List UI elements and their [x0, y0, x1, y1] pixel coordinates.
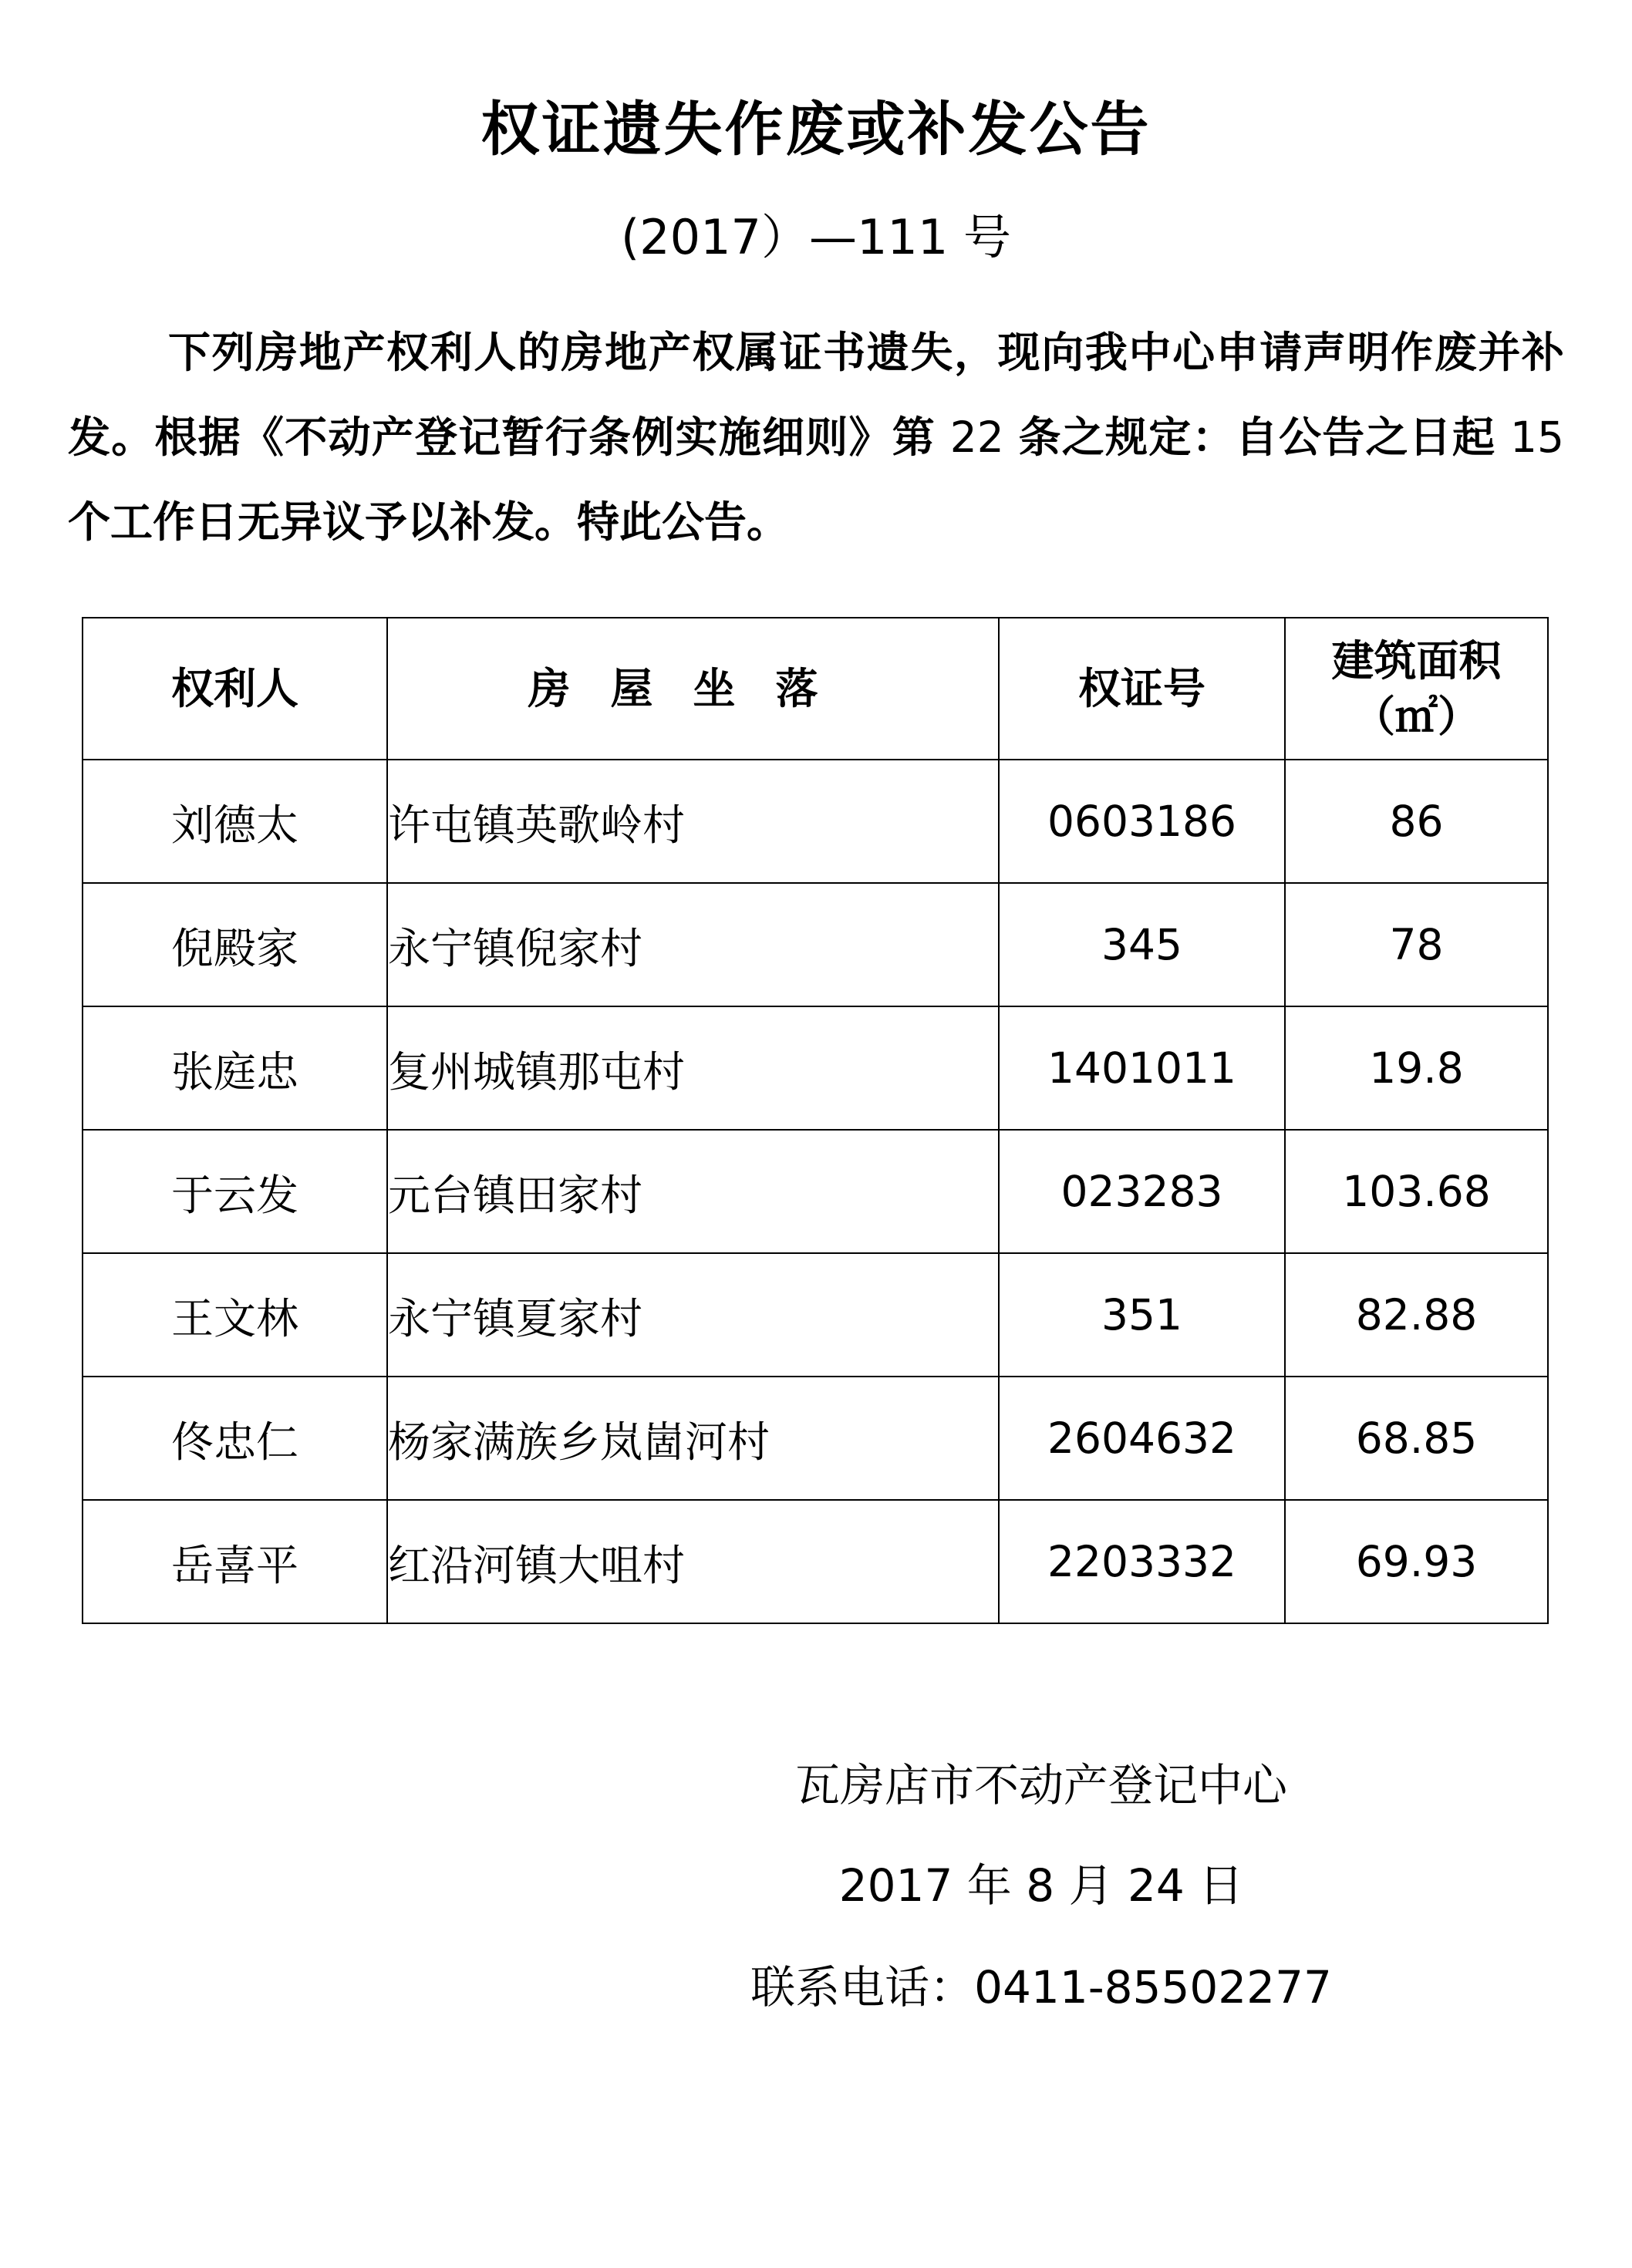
- header-location: [387, 618, 999, 760]
- table-row: [83, 883, 1548, 1006]
- cell-owner: 刘德太: [83, 760, 387, 883]
- cell-area: 82.88: [1285, 1253, 1548, 1377]
- cell-cert-no: 345: [999, 883, 1285, 1006]
- cell-location: 许屯镇英歌岭村: [387, 760, 999, 883]
- document-number: (2017）—111 号: [620, 209, 1012, 265]
- cell-cert-no: 351: [999, 1253, 1285, 1377]
- cell-area: 78: [1285, 883, 1548, 1006]
- intro-text-part2: 条之规定：自公告之日起: [1018, 413, 1496, 462]
- header-owner: 权利人: [83, 618, 387, 760]
- cell-area: 68.85: [1285, 1377, 1548, 1500]
- cell-location: 红沿河镇大咀村: [387, 1500, 999, 1623]
- issue-date: 2017 年 8 月 24 日: [838, 1859, 1244, 1912]
- cell-cert-no: 1401011: [999, 1006, 1285, 1130]
- cell-owner: 张庭忠: [83, 1006, 387, 1130]
- issuer-name: 瓦房店市不动产登记中心: [794, 1759, 1287, 1811]
- cell-cert-no: 2604632: [999, 1377, 1285, 1500]
- intro-days-number: 15: [1495, 413, 1565, 462]
- cell-location: 永宁镇倪家村: [387, 883, 999, 1006]
- table-row: [83, 1377, 1548, 1500]
- cell-cert-no: 2203332: [999, 1500, 1285, 1623]
- cell-location: 元台镇田家村: [387, 1130, 999, 1253]
- cell-location: 杨家满族乡岚崮河村: [387, 1377, 999, 1500]
- cell-area: 69.93: [1285, 1500, 1548, 1623]
- cell-owner: 倪殿家: [83, 883, 387, 1006]
- intro-text-part3: 个工作日无异议予以补发。特此公告。: [68, 497, 790, 547]
- cell-owner: 岳喜平: [83, 1500, 387, 1623]
- header-location-label: 房屋坐落: [528, 664, 858, 713]
- cell-cert-no: 023283: [999, 1130, 1285, 1253]
- cell-cert-no: 0603186: [999, 760, 1285, 883]
- cell-area: 103.68: [1285, 1130, 1548, 1253]
- notice-title: 权证遗失作废或补发公告: [480, 95, 1152, 163]
- cell-owner: 王文林: [83, 1253, 387, 1377]
- table-row: [83, 1006, 1548, 1130]
- header-area-label: 建筑面积: [1331, 636, 1502, 686]
- header-area-unit: （㎡）: [1352, 692, 1480, 741]
- table-row: [83, 760, 1548, 883]
- intro-text-part1: 下列房地产权利人的房地产权属证书遗失，现向我中心申请声明作废并补发。根据《不动产登记暂行条例实施细则》第: [68, 328, 1564, 462]
- cell-owner: 佟忠仁: [83, 1377, 387, 1500]
- table-row: [83, 1253, 1548, 1377]
- intro-article-number: 22: [936, 413, 1019, 462]
- cell-area: 86: [1285, 760, 1548, 883]
- cell-owner: 于云发: [83, 1130, 387, 1253]
- cell-area: 19.8: [1285, 1006, 1548, 1130]
- cell-location: 复州城镇那屯村: [387, 1006, 999, 1130]
- table-header-row: [83, 618, 1548, 760]
- table-row: [83, 1500, 1548, 1623]
- cell-location: 永宁镇夏家村: [387, 1253, 999, 1377]
- table-row: [83, 1130, 1548, 1253]
- notice-intro-paragraph: [68, 310, 1564, 564]
- header-cert-no: 权证号: [999, 618, 1285, 760]
- header-area: [1285, 618, 1548, 760]
- lost-certificates-table: [82, 617, 1549, 1624]
- contact-phone: 联系电话：0411-85502277: [750, 1961, 1332, 2014]
